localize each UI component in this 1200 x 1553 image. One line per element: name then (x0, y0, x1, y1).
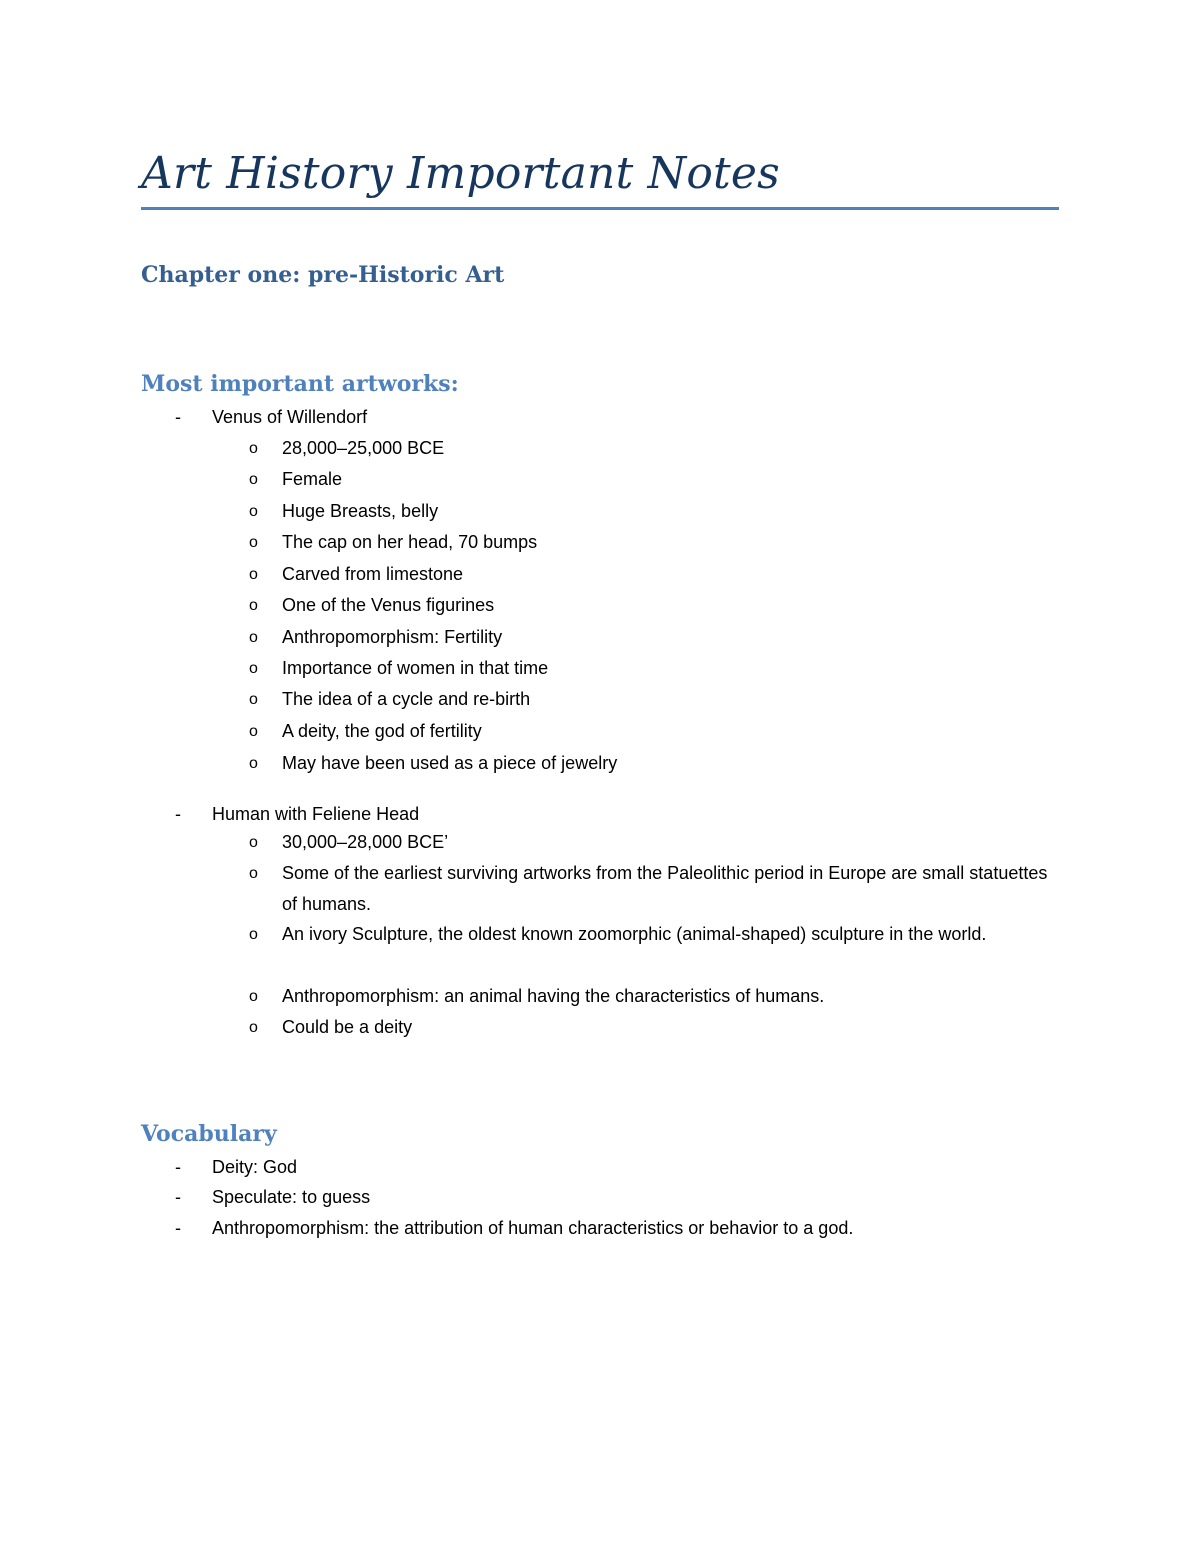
point-text: Importance of women in that time (282, 658, 549, 678)
point-text: Anthropomorphism: an animal having the characteristics of humans. (282, 986, 825, 1006)
vocabulary-text: Speculate: to guess (212, 1187, 371, 1207)
title-underline (141, 207, 1059, 210)
bullet-o: o (249, 1019, 258, 1036)
bullet-o: o (249, 723, 258, 740)
point-text: 28,000–25,000 BCE (282, 438, 445, 458)
document-title: Art History Important Notes (141, 148, 780, 199)
vocabulary-heading: Vocabulary (141, 1121, 277, 1147)
point-text: Huge Breasts, belly (282, 501, 439, 521)
list-dash: - (175, 1157, 181, 1177)
point-text: 30,000–28,000 BCE’ (282, 832, 449, 852)
point-text: Carved from limestone (282, 564, 464, 584)
bullet-o: o (249, 471, 258, 488)
bullet-o: o (249, 988, 258, 1005)
point-text: A deity, the god of fertility (282, 721, 482, 741)
bullet-o: o (249, 534, 258, 551)
vocabulary-text: Anthropomorphism: the attribution of human characteristics or behavior to a god. (212, 1218, 854, 1238)
artwork-label: Venus of Willendorf (212, 407, 368, 427)
bullet-o: o (249, 926, 258, 943)
bullet-o: o (249, 660, 258, 677)
point-text: Anthropomorphism: Fertility (282, 627, 503, 647)
artworks-heading: Most important artworks: (141, 371, 459, 397)
list-dash: - (175, 407, 181, 427)
bullet-o: o (249, 834, 258, 851)
point-text: Some of the earliest surviving artworks from the Paleolithic period in Europe are small statuettes of humans. (282, 863, 1048, 914)
bullet-o: o (249, 566, 258, 583)
bullet-o: o (249, 597, 258, 614)
point-text: Female (282, 469, 343, 489)
point-text: One of the Venus figurines (282, 595, 495, 615)
bullet-o: o (249, 503, 258, 520)
bullet-o: o (249, 440, 258, 457)
list-dash: - (175, 1187, 181, 1207)
bullet-o: o (249, 691, 258, 708)
list-dash: - (175, 1218, 181, 1238)
point-text: May have been used as a piece of jewelry (282, 753, 618, 773)
point-text: The cap on her head, 70 bumps (282, 532, 538, 552)
point-text: Could be a deity (282, 1017, 413, 1037)
bullet-o: o (249, 629, 258, 646)
artwork-label: Human with Feliene Head (212, 804, 420, 824)
chapter-heading: Chapter one: pre-Historic Art (141, 262, 505, 288)
point-text: An ivory Sculpture, the oldest known zoomorphic (animal-shaped) sculpture in the world. (282, 924, 987, 944)
vocabulary-text: Deity: God (212, 1157, 298, 1177)
list-dash: - (175, 804, 181, 824)
bullet-o: o (249, 755, 258, 772)
bullet-o: o (249, 865, 258, 882)
point-text: The idea of a cycle and re-birth (282, 689, 531, 709)
